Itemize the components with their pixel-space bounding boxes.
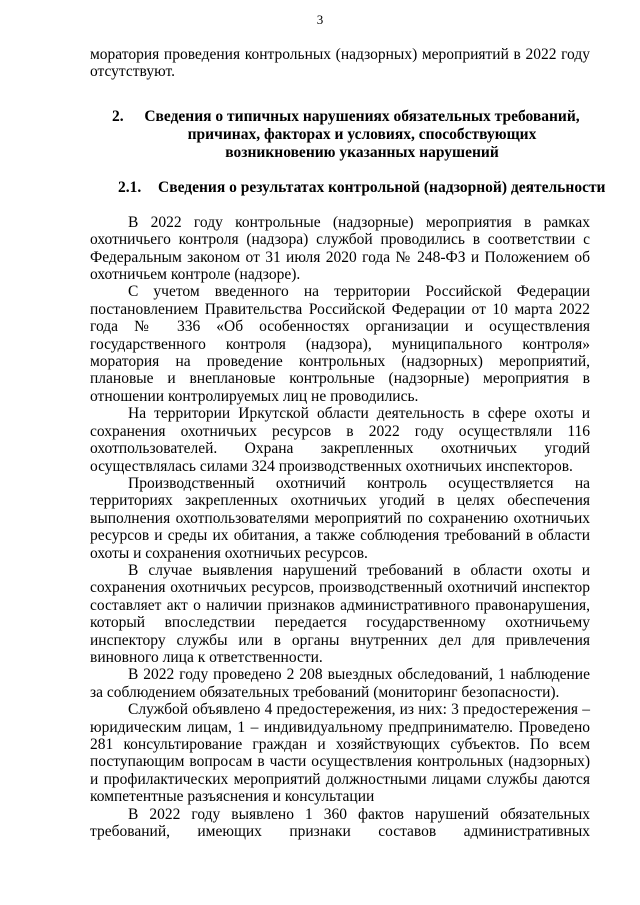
section-number: 2. — [112, 107, 124, 125]
section-title: Сведения о типичных нарушениях обязательных требований, причинах, факторах и условиях, способствующих возникновению указанных нарушений — [144, 107, 580, 161]
subsection-title: Сведения о результатах контрольной (надзорной) деятельности — [158, 178, 606, 196]
paragraph: В 2022 году контрольные (надзорные) мероприятия в рамках охотничьего контроля (надзора) службой проводились в соответствии с Федеральным законом от 31 июля 2020 года № 248-ФЗ и Положением об охотничьем контроле (надзоре). — [90, 213, 590, 284]
paragraph: Службой объявлено 4 предостережения, из них: 3 предостережения – юридическим лицам, 1 – индивидуальному предпринимателю. Проведено 281 консультирование граждан и хозяйствующих субъектов. По всем поступающим вопросам в части осуществления контрольных (надзорных) и профилактических мероприятий должностными лицами службы даются компетентные разъяснения и консультации — [90, 701, 590, 806]
paragraph: В 2022 году проведено 2 208 выездных обследований, 1 наблюдение за соблюдением обязательных требований (мониторинг безопасности). — [90, 666, 590, 701]
paragraph: В 2022 году выявлено 1 360 фактов нарушений обязательных требований, имеющих признаки составов административных — [90, 805, 590, 841]
document-body — [90, 46, 606, 841]
subsection-number: 2.1. — [118, 178, 142, 196]
subsection-heading — [90, 178, 606, 197]
paragraph: Производственный охотничий контроль осуществляется на территориях закрепленных охотничьих угодий в целях обеспечения выполнения охотпользователями мероприятий по сохранению охотничьих ресурсов и среды их обитания, а также соблюдения требований в области охоты и сохранения охотничьих ресурсов. — [90, 474, 590, 562]
paragraph: С учетом введенного на территории Российской Федерации постановлением Правительства Российской Федерации от 10 марта 2022 года № 336 «Об особенностях организации и осуществления государственного контроля (надзора), муниципального контроля» моратория на проведение контрольных (надзорных) мероприятий, плановые и внеплановые контрольные (надзорные) мероприятия в отношении контролируемых лиц не проводились. — [90, 283, 590, 405]
page-number: 3 — [316, 12, 324, 27]
intro-paragraph: моратория проведения контрольных (надзорных) мероприятий в 2022 году отсутствуют. — [90, 46, 590, 81]
paragraph: На территории Иркутской области деятельность в сфере охоты и сохранения охотничьих ресурсов в 2022 году осуществляли 116 охотпользователей. Охрана закрепленных охотничьих угодий осуществлялась силами 324 производственных охотничьих инспекторов. — [90, 405, 590, 475]
paragraph: В случае выявления нарушений требований в области охоты и сохранения охотничьих ресурсов, производственный охотничий инспектор составляет акт о наличии признаков административного правонарушения, который впоследствии передается государственному охотничьему инспектору службы или в органы внутренних дел для привлечения виновного лица к ответственности. — [90, 561, 590, 666]
section-heading — [90, 108, 590, 162]
